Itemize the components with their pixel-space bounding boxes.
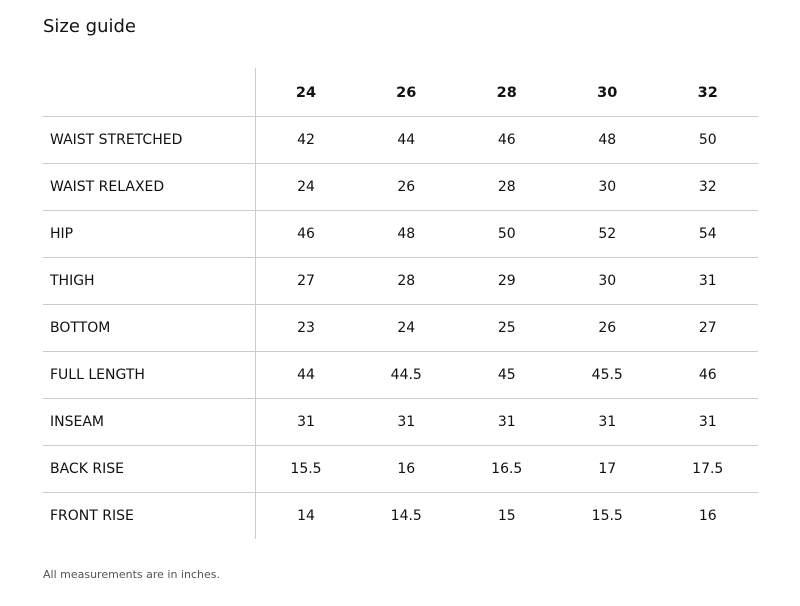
- measurement-value: 31: [658, 399, 759, 446]
- measurement-value: 16: [698, 508, 717, 524]
- measurement-value: 30: [557, 164, 658, 211]
- size-header: 30: [557, 68, 658, 117]
- measurement-value: 14.5: [390, 508, 422, 524]
- measurement-value: 44.5: [356, 352, 457, 399]
- table-body: [43, 117, 758, 540]
- measurement-value: 15.5: [256, 446, 357, 493]
- measurement-value: 17: [557, 446, 658, 493]
- table-row: [43, 164, 758, 211]
- measurement-value: 17.5: [658, 446, 759, 493]
- measurement-label: HIP: [43, 211, 256, 258]
- measurement-label: BACK RISE: [43, 446, 256, 493]
- measurement-value: 15.5: [591, 508, 623, 524]
- table-row: [43, 258, 758, 305]
- measurement-label: WAIST RELAXED: [43, 164, 256, 211]
- measurement-value: 46: [457, 117, 558, 164]
- size-guide-table: [43, 68, 758, 539]
- measurement-value: 25: [457, 305, 558, 352]
- measurement-value: 16.5: [457, 446, 558, 493]
- table-row: [43, 446, 758, 493]
- table-row: [43, 211, 758, 258]
- table-row: [43, 399, 758, 446]
- measurement-value: 46: [658, 352, 759, 399]
- header-row: [43, 68, 758, 117]
- table-row: [43, 305, 758, 352]
- measurement-label: INSEAM: [43, 399, 256, 446]
- measurement-value: 26: [557, 305, 658, 352]
- measurement-value: 32: [658, 164, 759, 211]
- measurement-value: 29: [457, 258, 558, 305]
- measurement-label: THIGH: [43, 258, 256, 305]
- size-header: 32: [658, 68, 759, 117]
- measurement-value: 44: [356, 117, 457, 164]
- measurement-value: 28: [356, 258, 457, 305]
- measurement-value: 24: [356, 305, 457, 352]
- measurement-value: 16: [356, 446, 457, 493]
- table-row: [43, 493, 758, 540]
- measurement-label: FRONT RISE: [43, 493, 256, 540]
- table-header: [43, 68, 758, 117]
- measurement-value: 54: [658, 211, 759, 258]
- measurement-value: 31: [256, 399, 357, 446]
- table-row: [43, 117, 758, 164]
- measurement-value: 48: [356, 211, 457, 258]
- measurement-value: 52: [557, 211, 658, 258]
- measurement-value: 26: [356, 164, 457, 211]
- measurement-value: 48: [557, 117, 658, 164]
- page-title: Size guide: [43, 16, 137, 37]
- measurement-value: 31: [457, 399, 558, 446]
- measurement-value: 24: [256, 164, 357, 211]
- measurement-value: 14: [297, 508, 315, 524]
- measurement-value: 28: [457, 164, 558, 211]
- measurement-label: WAIST STRETCHED: [43, 117, 256, 164]
- measurement-value: 31: [356, 399, 457, 446]
- table-row: [43, 352, 758, 399]
- measurement-value: 44: [256, 352, 357, 399]
- measurement-value: 42: [256, 117, 357, 164]
- header-corner-cell: [43, 68, 256, 117]
- measurement-value: 27: [256, 258, 357, 305]
- measurement-value: 45.5: [557, 352, 658, 399]
- measurement-value: 15: [497, 508, 516, 524]
- size-header: 24: [256, 68, 357, 117]
- measurement-value: 30: [557, 258, 658, 305]
- measurement-value: 45: [457, 352, 558, 399]
- measurement-value: 50: [658, 117, 759, 164]
- size-header: 26: [356, 68, 457, 117]
- measurement-value: 50: [457, 211, 558, 258]
- measurement-label: BOTTOM: [43, 305, 256, 352]
- measurement-value: 46: [256, 211, 357, 258]
- measurement-value: 31: [658, 258, 759, 305]
- measurement-label: FULL LENGTH: [43, 352, 256, 399]
- measurement-value: 23: [256, 305, 357, 352]
- measurement-footnote: All measurements are in inches.: [43, 568, 220, 581]
- size-header: 28: [457, 68, 558, 117]
- measurement-value: 31: [557, 399, 658, 446]
- measurement-value: 27: [658, 305, 759, 352]
